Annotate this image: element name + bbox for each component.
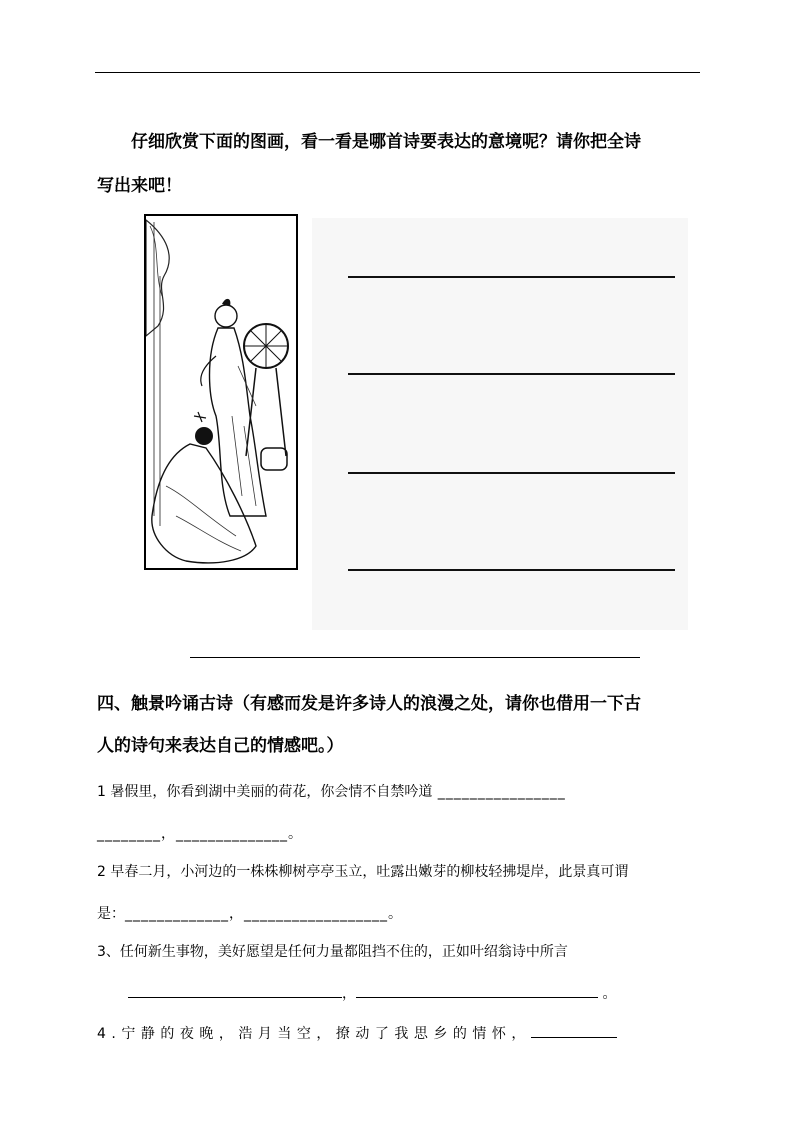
question-4-prompt: 4.宁静的夜晚，浩月当空，撩动了我思乡的情怀， bbox=[97, 1026, 531, 1042]
poem-answer-line[interactable] bbox=[348, 276, 675, 278]
question-1-blanks[interactable]: ________，______________。 bbox=[97, 826, 303, 842]
question-1-prompt: 1 暑假里，你看到湖中美丽的荷花，你会情不自禁吟道 bbox=[97, 784, 433, 800]
question-1-cont bbox=[97, 814, 700, 854]
question-2-blanks[interactable]: _____________，__________________。 bbox=[125, 906, 403, 922]
question-3-end: 。 bbox=[602, 986, 617, 1002]
answer-rule[interactable] bbox=[190, 657, 640, 658]
question-4 bbox=[97, 1014, 700, 1054]
question-2-prompt: 2 早春二月，小河边的一株株柳树亭亭玉立，吐露出嫩芽的柳枝轻拂堤岸，此景真可谓 bbox=[97, 864, 629, 880]
question-3 bbox=[97, 932, 700, 972]
question-2-cont bbox=[97, 894, 700, 934]
ancient-painting-icon bbox=[146, 216, 296, 568]
question-2-label: 是： bbox=[97, 906, 125, 922]
illustration-image bbox=[144, 214, 298, 570]
question-2 bbox=[97, 852, 700, 892]
poem-answer-line[interactable] bbox=[348, 569, 675, 571]
header-rule bbox=[95, 72, 700, 73]
section-4-heading: 四、触景吟诵古诗（有感而发是许多诗人的浪漫之处，请你也借用一下古 bbox=[97, 694, 641, 714]
question-1 bbox=[97, 772, 700, 812]
intro-line-1: 仔细欣赏下面的图画，看一看是哪首诗要表达的意境呢？请你把全诗 bbox=[131, 132, 641, 152]
question-3-prompt: 3、任何新生事物，美好愿望是任何力量都阻挡不住的，正如叶绍翁诗中所言 bbox=[97, 944, 568, 960]
section-4-heading-cont: 人的诗句来表达自己的情感吧。） bbox=[97, 736, 344, 756]
question-1-blank[interactable]: ________________ bbox=[432, 784, 566, 800]
intro-line-2: 写出来吧！ bbox=[97, 176, 182, 196]
question-3-comma: ， bbox=[342, 986, 356, 1002]
question-4-blank[interactable] bbox=[531, 1023, 617, 1038]
question-3-cont bbox=[128, 974, 731, 1014]
poem-answer-line[interactable] bbox=[348, 373, 675, 375]
question-3-blank-2[interactable] bbox=[356, 983, 598, 998]
question-3-blank-1[interactable] bbox=[128, 983, 342, 998]
poem-answer-line[interactable] bbox=[348, 472, 675, 474]
